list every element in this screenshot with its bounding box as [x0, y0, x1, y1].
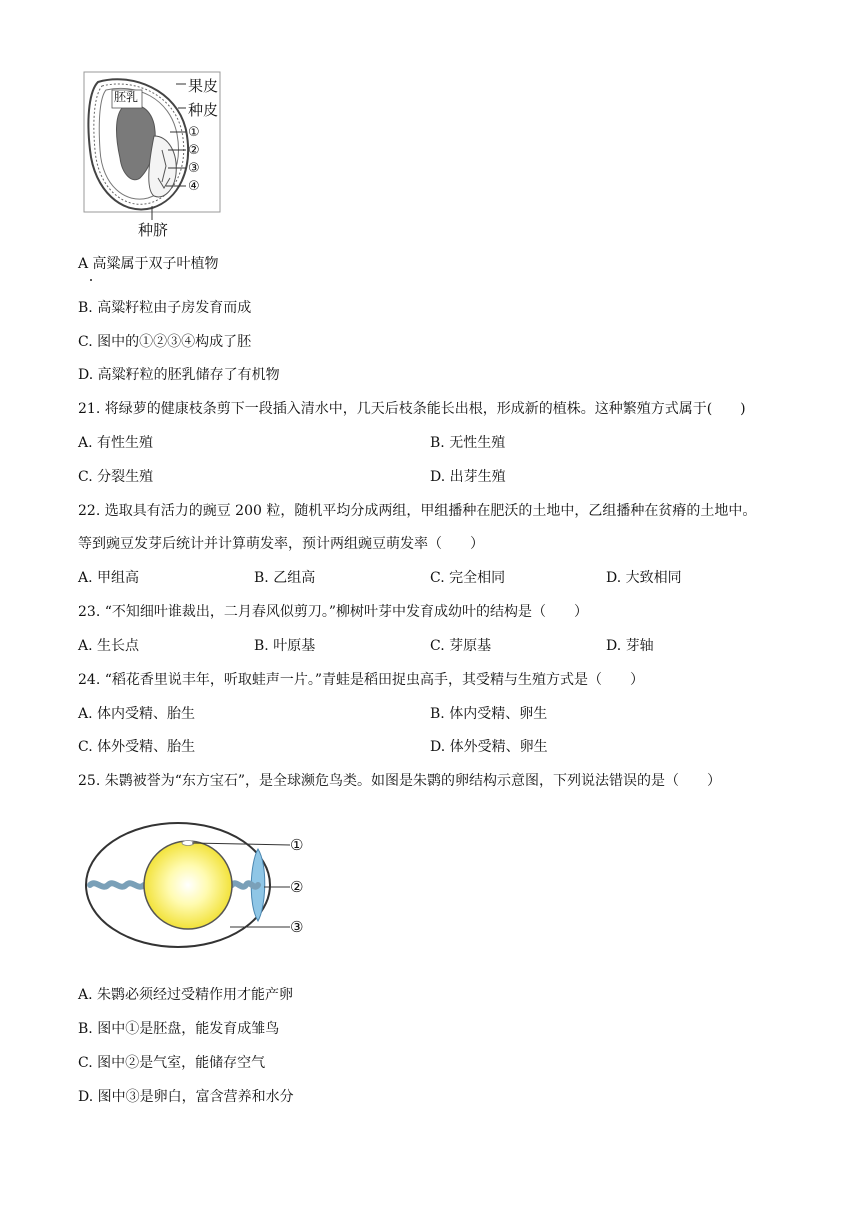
- egg-label-2: ②: [290, 878, 304, 896]
- q21-option-a: A. 有性生殖: [78, 435, 154, 451]
- q23-option-a: A. 生长点: [78, 638, 140, 654]
- q23-option-c: C. 芽原基: [430, 638, 492, 654]
- embryo-part-1-label: ①: [188, 125, 200, 140]
- q25-option-a: A. 朱鹮必须经过受精作用才能产卵: [78, 987, 294, 1003]
- q24-stem: 24. “稻花香里说丰年，听取蛙声一片。”青蛙是稻田捉虫高手，其受精与生殖方式是（ ）: [78, 672, 645, 688]
- endosperm-label: 胚乳: [114, 90, 139, 104]
- egg-label-1: ①: [290, 836, 304, 854]
- q25-stem: 25. 朱鹮被誉为“东方宝石”，是全球濒危鸟类。如图是朱鹮的卵结构示意图，下列说法错误的是（ ）: [78, 773, 722, 789]
- egg-diagram-svg: [80, 815, 320, 955]
- pericarp-label: 果皮: [188, 77, 219, 95]
- q20-option-a: A 高粱属于双子叶植物: [78, 256, 219, 272]
- q23-stem: 23. “不知细叶谁裁出，二月春风似剪刀。”柳树叶芽中发育成幼叶的结构是（ ）: [78, 604, 589, 620]
- q22-option-a: A. 甲组高: [78, 570, 140, 586]
- q22-stem-line1: 22. 选取具有活力的豌豆 200 粒，随机平均分成两组，甲组播种在肥沃的土地中，乙组播种在贫瘠的土地中。: [78, 503, 757, 519]
- q20-option-b: B. 高粱籽粒由子房发育而成: [78, 300, 252, 316]
- q20-option-c: C. 图中的①②③④构成了胚: [78, 334, 252, 350]
- q22-option-d: D. 大致相同: [606, 570, 682, 586]
- hilum-label: 种脐: [138, 221, 169, 239]
- q25-option-b: B. 图中①是胚盘，能发育成雏鸟: [78, 1021, 280, 1037]
- q22-option-c: C. 完全相同: [430, 570, 506, 586]
- q22-stem-line2: 等到豌豆发芽后统计并计算萌发率，预计两组豌豆萌发率（ ）: [78, 536, 484, 552]
- egg-label-3: ③: [290, 918, 304, 936]
- sorghum-seed-figure: [82, 70, 224, 242]
- q20-option-d: D. 高粱籽粒的胚乳储存了有机物: [78, 367, 280, 383]
- q24-option-a: A. 体内受精、胎生: [78, 706, 196, 722]
- embryo-part-2-label: ②: [188, 143, 200, 158]
- q24-option-d: D. 体外受精、卵生: [430, 739, 548, 755]
- embryo-part-4-label: ④: [188, 179, 200, 194]
- q25-option-d: D. 图中③是卵白，富含营养和水分: [78, 1089, 294, 1105]
- emphasis-dot: [90, 279, 92, 281]
- q22-option-b: B. 乙组高: [254, 570, 316, 586]
- q24-option-c: C. 体外受精、胎生: [78, 739, 196, 755]
- q21-option-b: B. 无性生殖: [430, 435, 506, 451]
- q23-option-b: B. 叶原基: [254, 638, 316, 654]
- q23-option-d: D. 芽轴: [606, 638, 654, 654]
- embryo-part-3-label: ③: [188, 161, 200, 176]
- q21-option-d: D. 出芽生殖: [430, 469, 506, 485]
- ibis-egg-figure: [80, 815, 320, 955]
- q25-option-c: C. 图中②是气室，能储存空气: [78, 1055, 266, 1071]
- q24-option-b: B. 体内受精、卵生: [430, 706, 548, 722]
- q21-option-c: C. 分裂生殖: [78, 469, 154, 485]
- seed-coat-label: 种皮: [188, 101, 219, 119]
- q21-stem: 21. 将绿萝的健康枝条剪下一段插入清水中，几天后枝条能长出根，形成新的植株。这种繁殖方式属于( ): [78, 401, 746, 417]
